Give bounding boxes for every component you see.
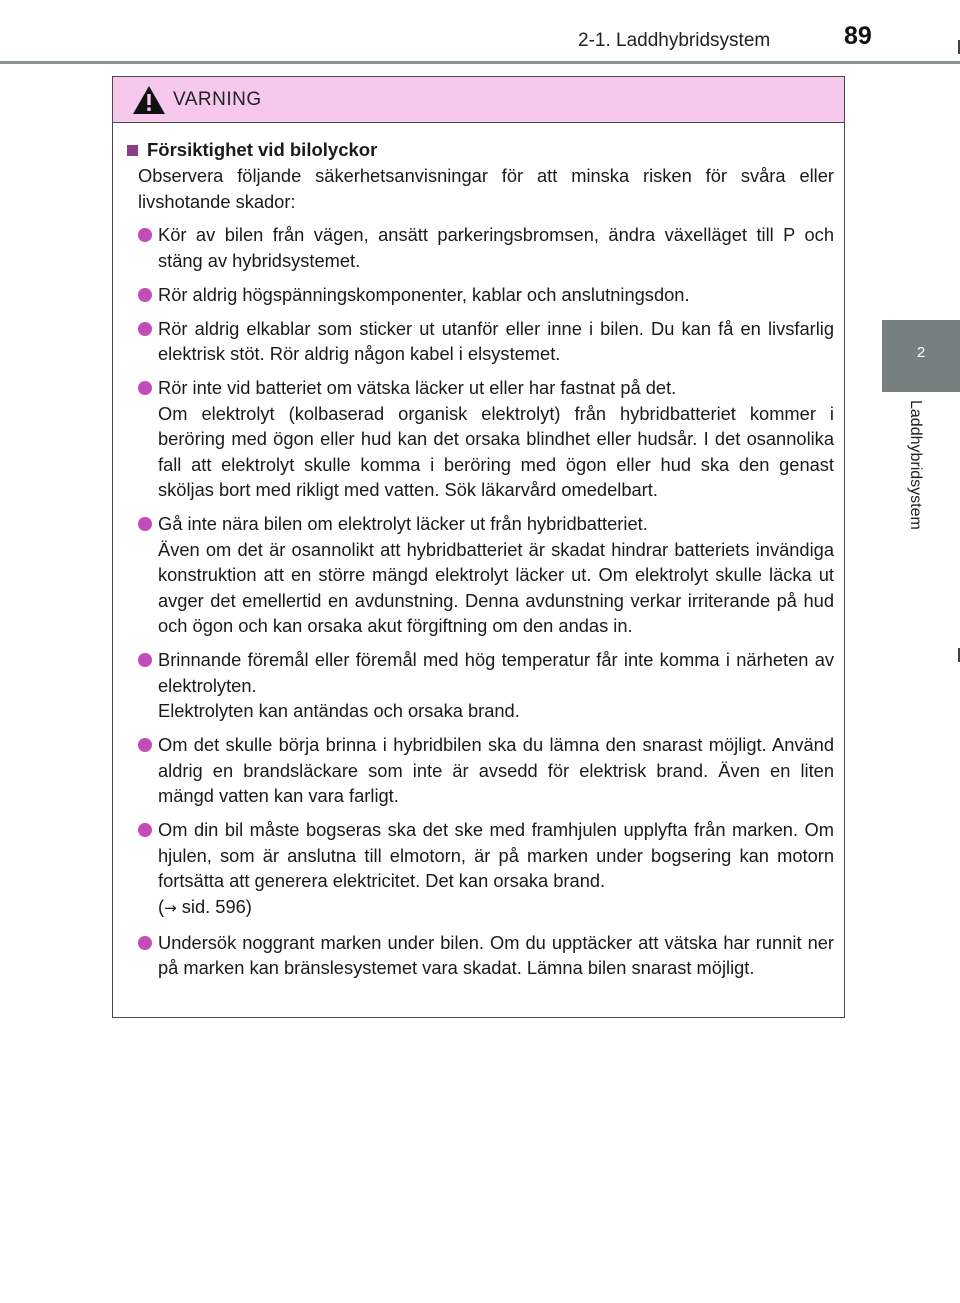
warning-box [112,76,845,1018]
arrow-right-icon: → [164,898,177,917]
list-item-text: Rör aldrig högspänningskomponenter, kablar och anslutningsdon. [158,283,690,305]
list-item [127,316,834,367]
circle-bullet-icon [138,653,152,667]
list-item [127,647,834,724]
chapter-tab [882,320,960,392]
warning-header [113,77,844,123]
chapter-label [907,400,934,580]
square-bullet-icon [127,145,138,156]
circle-bullet-icon [138,381,152,395]
circle-bullet-icon [138,823,152,837]
list-item-text: Elektrolyten kan antändas och orsaka brand. [158,700,520,721]
page-number: 89 [844,22,872,50]
list-item-text: Om elektrolyt (kolbaserad organisk elektrolyt) från hybridbatteriet kommer i beröring med ögon eller hud kan det orsaka blindhet eller hudsår. I det osannolika fall att elektrolyt skulle komma i beröring med ögon eller hud ska den genast sköljas bort med rikligt med vatten. Sök läkarvård omedelbart. [158,402,834,500]
chapter-tab-number: 2 [916,344,926,361]
warning-body [113,123,844,981]
circle-bullet-icon [138,738,152,752]
circle-bullet-icon [138,936,152,950]
section-title-text: Försiktighet vid bilolyckor [147,139,378,160]
list-item-text: Om det skulle börja brinna i hybridbilen ska du lämna den snarast möjligt. Använd aldrig en brandsläckare som inte är avsedd för elektrisk brand. Även en liten mängd vatten kan vara farligt. [158,734,834,806]
list-item [127,732,834,809]
list-item-text: Rör aldrig elkablar som sticker ut utanför eller inne i bilen. Du kan få en livsfarlig elektrisk stöt. Rör aldrig någon kabel i elsystemet. [158,317,834,364]
chapter-label-text: Laddhybridsystem [907,400,924,530]
circle-bullet-icon [138,228,152,242]
list-item [127,930,834,981]
list-item [127,375,834,503]
circle-bullet-icon [138,517,152,531]
intro-text: Observera följande säkerhetsanvisningar för att minska risken för svåra eller livshotande skador: [138,165,834,212]
list-item [127,282,834,308]
section-title [127,137,834,163]
list-item [127,511,834,639]
list-item [127,222,834,273]
list-item-text: Undersök noggrant marken under bilen. Om du upptäcker att vätska har runnit ner på marken kan bränslesystemet vara skadat. Lämna bilen snarast möjligt. [158,931,834,978]
warning-triangle-icon [132,85,166,115]
list-item [127,817,834,921]
list-item-text: Brinnande föremål eller föremål med hög temperatur får inte komma i närheten av elektrolyten. [158,649,834,696]
warning-title: VARNING [173,89,262,110]
circle-bullet-icon [138,322,152,336]
list-item-text: Kör av bilen från vägen, ansätt parkeringsbromsen, ändra växelläget till P och stäng av hybridsystemet. [158,224,834,271]
list-item-text: Gå inte nära bilen om elektrolyt läcker ut från hybridbatteriet. [158,513,648,534]
page-reference[interactable]: (→ sid. 596) [158,895,252,917]
circle-bullet-icon [138,288,152,302]
page-reference-text: sid. 596 [181,895,246,917]
list-item-text: Om din bil måste bogseras ska det ske med framhjulen upplyfta från marken. Om hjulen, som är anslutna till elmotorn, är på marken under bogsering kan motorn fortsätta att generera elektricitet. Det kan orsaka brand. [158,819,834,891]
list-item-text: Även om det är osannolikt att hybridbatteriet är skadat hindrar batteriets invändiga konstruktion att en större mängd elektrolyt läcker ut. Om elektrolyt skulle läcka ut avger det emellertid en avdunstning. Denna avdunstning verkar irriterande på hud och ögon och kan orsaka akut förgiftning om den andas in. [158,538,834,636]
header-section-title: 2-1. Laddhybridsystem [578,30,771,51]
warning-list [127,222,834,981]
list-item-text: Rör inte vid batteriet om vätska läcker ut eller har fastnat på det. [158,377,677,398]
header-divider [0,61,960,64]
